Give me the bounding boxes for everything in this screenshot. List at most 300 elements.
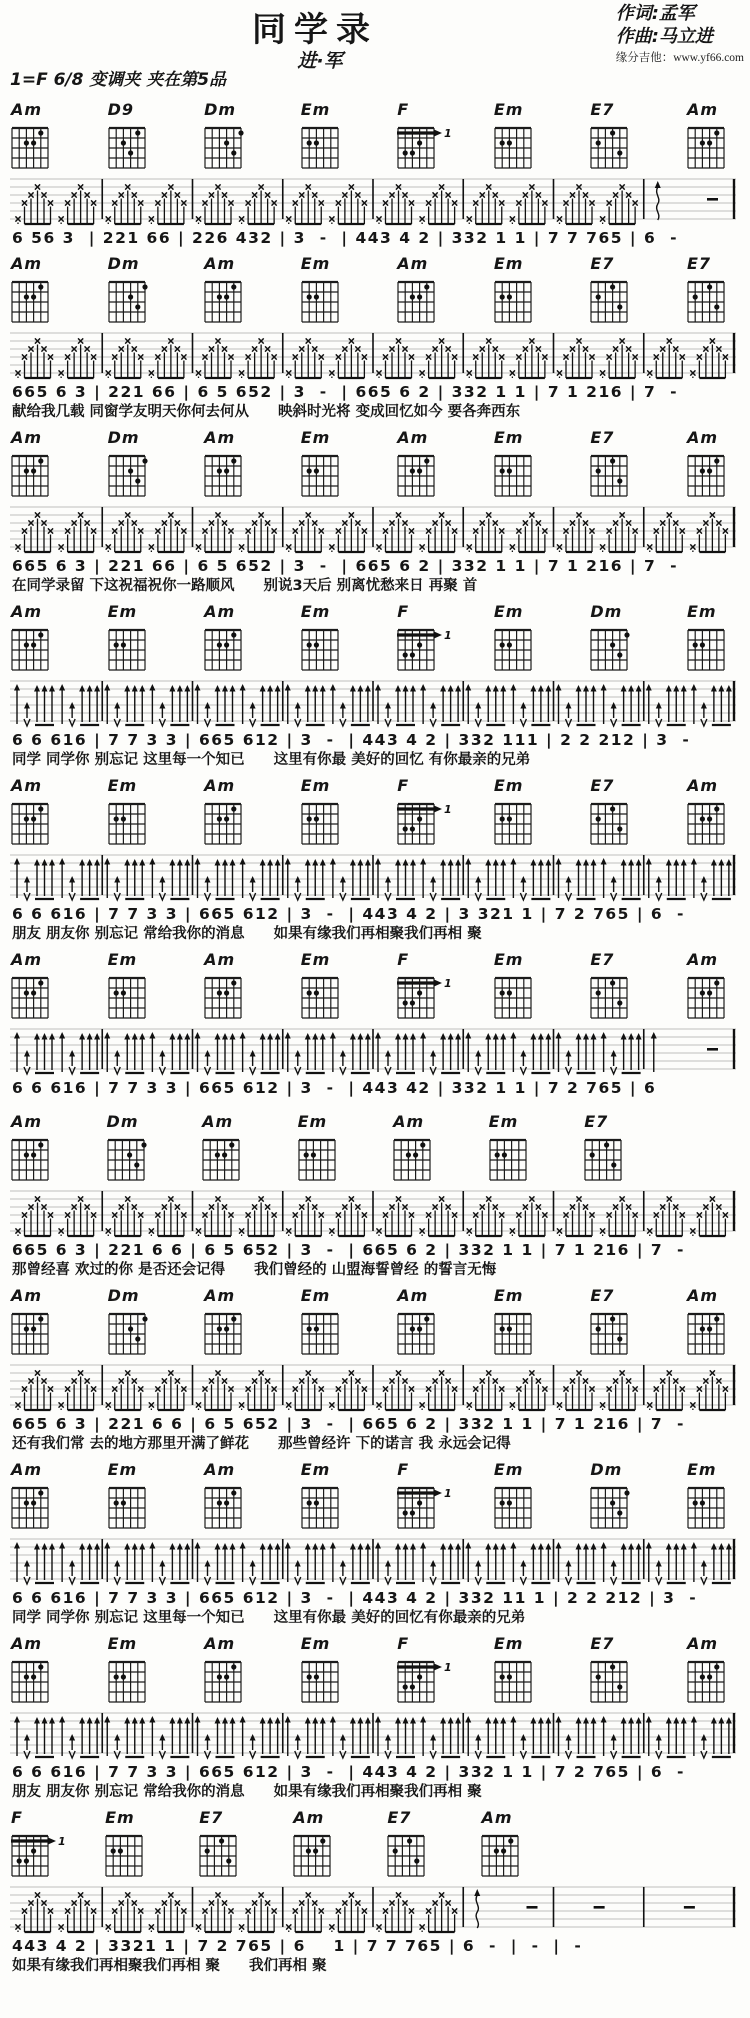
chord-name: Am xyxy=(11,1460,43,1479)
chord-diagram xyxy=(587,256,645,326)
svg-text:1: 1 xyxy=(444,629,452,642)
chord-name: Am xyxy=(204,1286,236,1305)
chord-diagram xyxy=(491,1636,549,1706)
chord-diagram xyxy=(298,1462,356,1532)
chord-diagram xyxy=(384,1810,442,1880)
song-title: 同学录 xyxy=(252,10,378,50)
chord-diagram xyxy=(491,102,549,172)
chord-grid xyxy=(201,1304,247,1358)
chord-grid xyxy=(478,1826,524,1880)
svg-text:1: 1 xyxy=(58,1835,66,1848)
chord-diagram xyxy=(298,430,356,500)
lyrics-line: 那曾经喜 欢过的你 是否还会记得 我们曾经的 山盟海誓曾经 的誓言无悔 xyxy=(12,1262,497,1278)
chord-diagram xyxy=(581,1114,639,1184)
chord-grid xyxy=(491,118,537,172)
chord-name: Em xyxy=(300,428,331,447)
jianpu-numbers: 443 4 2 | 3321 1 | 7 2 765 | 6 1 | 7 7 765 | 6 - | - | - xyxy=(12,1937,583,1955)
chord-name: Am xyxy=(204,1460,236,1479)
tab-staff xyxy=(8,1186,738,1240)
jianpu-numbers: 665 6 3 | 221 6 6 | 6 5 652 | 3 - | 665 6 2 | 332 1 1 | 7 1 216 | 7 - xyxy=(12,1241,685,1259)
chord-grid xyxy=(8,1304,54,1358)
chord-name: Em xyxy=(493,1286,524,1305)
chord-name: Am xyxy=(686,1286,718,1305)
chord-diagram xyxy=(684,1636,742,1706)
chord-name: Am xyxy=(204,602,236,621)
chord-diagram xyxy=(201,102,259,172)
chord-diagram xyxy=(8,256,66,326)
chord-diagram xyxy=(8,1288,66,1358)
chord-name: Em xyxy=(300,776,331,795)
chord-row xyxy=(8,604,742,674)
chord-grid xyxy=(105,118,151,172)
chord-grid xyxy=(105,446,151,500)
chord-name: Am xyxy=(11,100,43,119)
chord-diagram xyxy=(684,102,742,172)
chord-name: Am xyxy=(11,950,43,969)
chord-diagram xyxy=(201,256,259,326)
chord-grid xyxy=(486,1130,532,1184)
chord-name: Em xyxy=(300,1634,331,1653)
chord-diagram xyxy=(684,256,742,326)
chord-grid xyxy=(8,272,54,326)
chord-grid xyxy=(394,620,452,674)
chord-name: E7 xyxy=(387,1808,412,1827)
chord-diagram xyxy=(394,778,452,848)
music-system xyxy=(0,952,750,1098)
chord-name: Am xyxy=(204,950,236,969)
chord-diagram xyxy=(105,1462,163,1532)
chord-row xyxy=(8,102,742,172)
chord-row xyxy=(8,778,742,848)
chord-name: Em xyxy=(300,1286,331,1305)
music-system xyxy=(0,1288,750,1454)
chord-grid xyxy=(8,1652,54,1706)
chord-diagram xyxy=(201,430,259,500)
chord-diagram xyxy=(298,604,356,674)
lyrics-line: 献给我几载 同窗学友明天你何去何从 映斜时光将 变成回忆如今 要各奔西东 xyxy=(12,404,521,420)
chord-grid xyxy=(298,968,344,1022)
jianpu-numbers: 6 6 616 | 7 7 3 3 | 665 612 | 3 - | 443 4 2 | 332 11 1 | 2 2 212 | 3 - xyxy=(12,1589,698,1607)
chord-grid xyxy=(8,794,54,848)
chord-diagram xyxy=(8,1462,66,1532)
chord-grid xyxy=(491,446,537,500)
chord-grid xyxy=(587,968,633,1022)
chord-diagram xyxy=(105,102,163,172)
chord-grid xyxy=(298,794,344,848)
svg-text:1: 1 xyxy=(444,1661,452,1674)
chord-grid xyxy=(684,1304,730,1358)
lyricist-credit: 作词:孟军 xyxy=(615,3,695,24)
chord-name: Em xyxy=(686,1460,717,1479)
chord-grid xyxy=(394,968,452,1022)
chord-name: Am xyxy=(204,254,236,273)
chord-name: Em xyxy=(297,1112,328,1131)
svg-text:1: 1 xyxy=(444,1487,452,1500)
chord-grid xyxy=(196,1826,242,1880)
chord-name: Am xyxy=(204,1634,236,1653)
chord-grid xyxy=(684,1652,730,1706)
chord-grid xyxy=(491,272,537,326)
chord-grid xyxy=(8,1130,54,1184)
chord-grid xyxy=(581,1130,627,1184)
chord-diagram xyxy=(102,1810,160,1880)
chord-grid xyxy=(295,1130,341,1184)
chord-grid xyxy=(8,620,54,674)
chord-row xyxy=(8,1462,742,1532)
chord-name: Em xyxy=(300,1460,331,1479)
chord-grid xyxy=(105,1304,151,1358)
chord-grid xyxy=(587,1304,633,1358)
chord-grid xyxy=(201,968,247,1022)
chord-grid xyxy=(8,968,54,1022)
chord-name: Am xyxy=(686,950,718,969)
chord-diagram xyxy=(8,1114,66,1184)
chord-name: Am xyxy=(11,602,43,621)
tab-staff xyxy=(8,502,738,556)
chord-diagram xyxy=(8,604,66,674)
chord-grid xyxy=(587,794,633,848)
chord-diagram xyxy=(8,778,66,848)
chord-diagram xyxy=(298,1288,356,1358)
lyrics-line: 如果有缘我们再相聚我们再相 聚 我们再相 聚 xyxy=(12,1958,327,1974)
chord-name: Am xyxy=(397,428,429,447)
chord-diagram xyxy=(491,1462,549,1532)
chord-name: Am xyxy=(11,1112,43,1131)
chord-grid xyxy=(104,1130,150,1184)
chord-grid xyxy=(105,794,151,848)
chord-name: Em xyxy=(107,1634,138,1653)
chord-grid xyxy=(105,968,151,1022)
chord-name: Dm xyxy=(590,1460,623,1479)
music-system xyxy=(0,102,750,248)
chord-row xyxy=(8,1288,742,1358)
chord-diagram xyxy=(201,1288,259,1358)
systems-container xyxy=(0,102,750,1976)
chord-grid xyxy=(298,1304,344,1358)
chord-name: Em xyxy=(107,950,138,969)
chord-name: F xyxy=(397,602,410,621)
chord-grid xyxy=(394,794,452,848)
chord-grid xyxy=(384,1826,430,1880)
chord-diagram xyxy=(394,102,452,172)
chord-name: Em xyxy=(105,1808,135,1827)
chord-diagram xyxy=(290,1810,348,1880)
chord-name: Am xyxy=(397,254,429,273)
chord-row xyxy=(8,256,742,326)
chord-grid xyxy=(684,794,730,848)
chord-grid xyxy=(298,1652,344,1706)
chord-name: E7 xyxy=(590,428,615,447)
chord-name: E7 xyxy=(590,776,615,795)
chord-diagram xyxy=(201,952,259,1022)
chord-grid xyxy=(684,1478,730,1532)
chord-diagram xyxy=(491,430,549,500)
chord-diagram xyxy=(201,1636,259,1706)
chord-grid xyxy=(199,1130,245,1184)
chord-diagram xyxy=(8,952,66,1022)
chord-name: F xyxy=(397,100,410,119)
chord-grid xyxy=(390,1130,436,1184)
chord-name: Am xyxy=(11,776,43,795)
chord-row xyxy=(8,1810,536,1880)
chord-row xyxy=(8,430,742,500)
chord-diagram xyxy=(491,952,549,1022)
chord-name: Am xyxy=(686,428,718,447)
music-system xyxy=(0,430,750,596)
chord-diagram xyxy=(394,430,452,500)
chord-row xyxy=(8,952,742,1022)
tab-staff xyxy=(8,1024,738,1078)
chord-name: Am xyxy=(11,254,43,273)
lyrics-line: 还有我们常 去的地方那里开满了鲜花 那些曾经许 下的诺言 我 永远会记得 xyxy=(12,1436,511,1452)
chord-name: Em xyxy=(686,602,717,621)
chord-grid xyxy=(491,968,537,1022)
chord-grid xyxy=(105,1478,151,1532)
music-system xyxy=(0,778,750,944)
music-system xyxy=(0,256,750,422)
music-system xyxy=(0,1636,750,1802)
music-system xyxy=(0,1114,750,1280)
chord-grid xyxy=(394,1652,452,1706)
chord-name: E7 xyxy=(686,254,711,273)
chord-grid xyxy=(201,118,247,172)
chord-diagram xyxy=(491,604,549,674)
chord-name: F xyxy=(397,1634,410,1653)
chord-diagram xyxy=(199,1114,257,1184)
chord-diagram xyxy=(298,1636,356,1706)
svg-text:1: 1 xyxy=(444,977,452,990)
chord-grid xyxy=(684,446,730,500)
chord-grid xyxy=(8,446,54,500)
chord-diagram xyxy=(8,102,66,172)
tab-staff xyxy=(8,174,738,228)
jianpu-numbers: 6 6 616 | 7 7 3 3 | 665 612 | 3 - | 443 4 2 | 3 321 1 | 7 2 765 | 6 - xyxy=(12,905,685,923)
chord-diagram xyxy=(105,256,163,326)
music-system xyxy=(0,1810,750,1976)
chord-name: Am xyxy=(393,1112,425,1131)
chord-grid xyxy=(8,1478,54,1532)
chord-name: Em xyxy=(107,1460,138,1479)
chord-name: Em xyxy=(300,602,331,621)
chord-name: Dm xyxy=(107,254,140,273)
jianpu-numbers: 665 6 3 | 221 66 | 6 5 652 | 3 - | 665 6 2 | 332 1 1 | 7 1 216 | 7 - xyxy=(12,557,678,575)
chord-grid xyxy=(394,446,440,500)
chord-grid xyxy=(201,1652,247,1706)
chord-grid xyxy=(8,1826,66,1880)
chord-grid xyxy=(105,272,151,326)
chord-name: Em xyxy=(493,776,524,795)
chord-grid xyxy=(684,620,730,674)
chord-diagram xyxy=(8,430,66,500)
jianpu-numbers: 6 6 616 | 7 7 3 3 | 665 612 | 3 - | 443 4 2 | 332 1 1 | 7 2 765 | 6 - xyxy=(12,1763,685,1781)
chord-grid xyxy=(684,968,730,1022)
chord-diagram xyxy=(587,1636,645,1706)
chord-name: Am xyxy=(686,1634,718,1653)
sheet-header xyxy=(0,0,750,94)
chord-diagram xyxy=(105,430,163,500)
chord-grid xyxy=(394,1478,452,1532)
chord-grid xyxy=(684,118,730,172)
chord-name: Em xyxy=(493,950,524,969)
lyrics-line: 同学 同学你 别忘记 这里每一个知已 这里有你最 美好的回忆有你最亲的兄弟 xyxy=(12,1610,526,1626)
chord-diagram xyxy=(486,1114,544,1184)
chord-name: Am xyxy=(204,776,236,795)
chord-diagram xyxy=(394,256,452,326)
chord-grid xyxy=(201,1478,247,1532)
chord-grid xyxy=(298,272,344,326)
tab-staff xyxy=(8,328,738,382)
chord-diagram xyxy=(587,430,645,500)
tab-staff xyxy=(8,1534,738,1588)
chord-grid xyxy=(105,620,151,674)
chord-diagram xyxy=(104,1114,162,1184)
chord-diagram xyxy=(684,430,742,500)
chord-name: F xyxy=(397,1460,410,1479)
chord-name: Em xyxy=(493,1634,524,1653)
chord-name: E7 xyxy=(590,1634,615,1653)
chord-diagram xyxy=(201,604,259,674)
lyrics-line: 同学 同学你 别忘记 这里每一个知已 这里有你最 美好的回忆 有你最亲的兄弟 xyxy=(12,752,531,768)
chord-diagram xyxy=(295,1114,353,1184)
chord-grid xyxy=(394,1304,440,1358)
chord-grid xyxy=(298,446,344,500)
chord-name: D9 xyxy=(107,100,134,119)
chord-diagram xyxy=(196,1810,254,1880)
key-capo-line: 1=F 6/8 变调夹 夹在第5品 xyxy=(10,70,227,90)
chord-grid xyxy=(394,118,452,172)
jianpu-numbers: 665 6 3 | 221 66 | 6 5 652 | 3 - | 665 6 2 | 332 1 1 | 7 1 216 | 7 - xyxy=(12,383,678,401)
song-subtitle: 进·军 xyxy=(297,50,343,72)
chord-diagram xyxy=(298,102,356,172)
chord-diagram xyxy=(105,778,163,848)
chord-diagram xyxy=(8,1810,66,1880)
lyrics-line: 朋友 朋友你 别忘记 常给我你的消息 如果有缘我们再相聚我们再相 聚 xyxy=(12,926,482,942)
chord-grid xyxy=(587,1478,633,1532)
chord-name: Em xyxy=(300,100,331,119)
chord-diagram xyxy=(201,1462,259,1532)
chord-diagram xyxy=(394,952,452,1022)
chord-diagram xyxy=(394,604,452,674)
chord-name: E7 xyxy=(590,254,615,273)
chord-diagram xyxy=(201,778,259,848)
chord-name: E7 xyxy=(199,1808,224,1827)
chord-name: E7 xyxy=(590,950,615,969)
chord-name: Em xyxy=(488,1112,519,1131)
chord-diagram xyxy=(394,1636,452,1706)
chord-grid xyxy=(491,620,537,674)
chord-name: E7 xyxy=(590,100,615,119)
chord-diagram xyxy=(684,1462,742,1532)
chord-diagram xyxy=(587,102,645,172)
chord-name: Em xyxy=(107,776,138,795)
jianpu-numbers: 665 6 3 | 221 6 6 | 6 5 652 | 3 - | 665 6 2 | 332 1 1 | 7 1 216 | 7 - xyxy=(12,1415,685,1433)
chord-grid xyxy=(587,446,633,500)
chord-name: Dm xyxy=(107,428,140,447)
chord-name: Em xyxy=(493,428,524,447)
chord-diagram xyxy=(390,1114,448,1184)
chord-diagram xyxy=(105,952,163,1022)
chord-diagram xyxy=(684,952,742,1022)
chord-name: Em xyxy=(300,254,331,273)
chord-diagram xyxy=(105,1636,163,1706)
jianpu-numbers: 6 6 616 | 7 7 3 3 | 665 612 | 3 - | 443 42 | 332 1 1 | 7 2 765 | 6 xyxy=(12,1079,657,1097)
chord-diagram xyxy=(587,952,645,1022)
chord-grid xyxy=(491,1652,537,1706)
chord-grid xyxy=(201,620,247,674)
chord-name: Em xyxy=(493,1460,524,1479)
chord-name: F xyxy=(397,950,410,969)
chord-name: Em xyxy=(107,602,138,621)
chord-grid xyxy=(684,272,730,326)
chord-name: E7 xyxy=(590,1286,615,1305)
chord-name: Dm xyxy=(590,602,623,621)
chord-grid xyxy=(201,794,247,848)
chord-name: Am xyxy=(397,1286,429,1305)
chord-name: F xyxy=(397,776,410,795)
chord-name: F xyxy=(11,1808,23,1827)
chord-grid xyxy=(491,794,537,848)
chord-name: Am xyxy=(11,428,43,447)
chord-name: Em xyxy=(493,602,524,621)
jianpu-numbers: 6 6 616 | 7 7 3 3 | 665 612 | 3 - | 443 4 2 | 332 111 | 2 2 212 | 3 - xyxy=(12,731,691,749)
chord-diagram xyxy=(105,604,163,674)
chord-name: Dm xyxy=(107,1286,140,1305)
chord-grid xyxy=(290,1826,336,1880)
chord-diagram xyxy=(587,604,645,674)
chord-diagram xyxy=(394,1288,452,1358)
tab-staff xyxy=(8,1882,738,1936)
chord-name: Am xyxy=(204,428,236,447)
svg-text:1: 1 xyxy=(444,127,452,140)
chord-diagram xyxy=(684,778,742,848)
chord-grid xyxy=(105,1652,151,1706)
chord-diagram xyxy=(684,604,742,674)
chord-diagram xyxy=(478,1810,536,1880)
chord-grid xyxy=(394,272,440,326)
chord-grid xyxy=(587,1652,633,1706)
chord-name: Am xyxy=(686,100,718,119)
chord-grid xyxy=(201,446,247,500)
chord-diagram xyxy=(298,778,356,848)
chord-diagram xyxy=(298,256,356,326)
chord-name: Dm xyxy=(204,100,237,119)
chord-diagram xyxy=(491,1288,549,1358)
chord-grid xyxy=(587,272,633,326)
chord-diagram xyxy=(105,1288,163,1358)
composer-credit: 作曲:马立进 xyxy=(615,26,713,48)
chord-diagram xyxy=(587,778,645,848)
chord-grid xyxy=(201,272,247,326)
chord-name: Em xyxy=(493,100,524,119)
tab-staff xyxy=(8,1360,738,1414)
chord-grid xyxy=(298,620,344,674)
tab-staff xyxy=(8,1708,738,1762)
chord-diagram xyxy=(587,1288,645,1358)
chord-diagram xyxy=(587,1462,645,1532)
tab-staff xyxy=(8,850,738,904)
music-system xyxy=(0,1462,750,1628)
chord-name: Am xyxy=(202,1112,234,1131)
chord-name: Am xyxy=(11,1634,43,1653)
chord-grid xyxy=(298,118,344,172)
chord-diagram xyxy=(298,952,356,1022)
chord-grid xyxy=(102,1826,148,1880)
lyrics-line: 在同学录留 下这祝福祝你一路顺风 别说3天后 别离忧愁来日 再聚 首 xyxy=(12,578,478,594)
chord-name: Em xyxy=(300,950,331,969)
tab-staff xyxy=(8,676,738,730)
chord-diagram xyxy=(684,1288,742,1358)
chord-row xyxy=(8,1636,742,1706)
